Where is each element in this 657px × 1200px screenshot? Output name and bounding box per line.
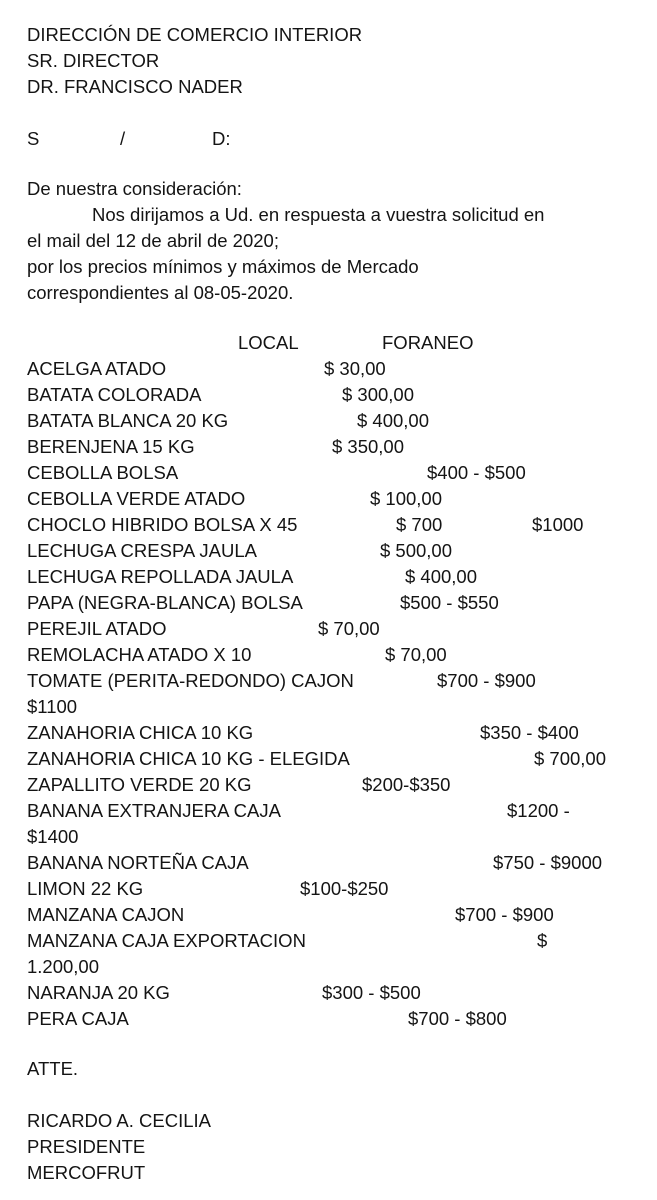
- product-price-foraneo: $1000: [532, 514, 584, 535]
- signer-title: PRESIDENTE: [27, 1136, 146, 1157]
- product-price: $300 - $500: [322, 982, 421, 1003]
- product-name: CHOCLO HIBRIDO BOLSA X 45: [27, 514, 298, 535]
- column-header-local: LOCAL: [238, 332, 299, 353]
- product-price: $500 - $550: [400, 592, 499, 613]
- product-name: ZANAHORIA CHICA 10 KG: [27, 722, 254, 743]
- product-name: TOMATE (PERITA-REDONDO) CAJON: [27, 670, 354, 691]
- product-price: $ 400,00: [357, 410, 430, 431]
- sd-slash: /: [120, 128, 126, 149]
- product-price: $700 - $800: [408, 1008, 507, 1029]
- greeting: De nuestra consideración:: [27, 178, 242, 199]
- product-name: BANANA EXTRANJERA CAJA: [27, 800, 281, 821]
- product-name: ZANAHORIA CHICA 10 KG - ELEGIDA: [27, 748, 350, 769]
- recipient-line-2: SR. DIRECTOR: [27, 50, 160, 71]
- product-price-continued: 1.200,00: [27, 956, 100, 977]
- intro-paragraph-line-4: correspondientes al 08-05-2020.: [27, 282, 294, 303]
- product-price: $ 70,00: [385, 644, 447, 665]
- product-price: $ 700: [396, 514, 443, 535]
- product-price: $ 300,00: [342, 384, 415, 405]
- product-name: PEREJIL ATADO: [27, 618, 167, 639]
- product-price: $1200 -: [507, 800, 570, 821]
- signer-name: RICARDO A. CECILIA: [27, 1110, 212, 1131]
- intro-paragraph-line-2: el mail del 12 de abril de 2020;: [27, 230, 279, 251]
- product-name: MANZANA CAJA EXPORTACION: [27, 930, 306, 951]
- product-name: BANANA NORTEÑA CAJA: [27, 852, 249, 873]
- product-name: LECHUGA REPOLLADA JAULA: [27, 566, 294, 587]
- product-name: PERA CAJA: [27, 1008, 129, 1029]
- product-name: CEBOLLA BOLSA: [27, 462, 179, 483]
- sd-d: D:: [212, 128, 231, 149]
- product-price-continued: $1400: [27, 826, 79, 847]
- intro-paragraph-line-1: Nos dirijamos a Ud. en respuesta a vuestra solicitud en: [92, 204, 545, 225]
- product-name: PAPA (NEGRA-BLANCA) BOLSA: [27, 592, 303, 613]
- product-price: $700 - $900: [437, 670, 536, 691]
- product-price: $ 350,00: [332, 436, 405, 457]
- column-header-foraneo: FORANEO: [382, 332, 474, 353]
- product-name: LECHUGA CRESPA JAULA: [27, 540, 257, 561]
- product-name: LIMON 22 KG: [27, 878, 144, 899]
- recipient-line-3: DR. FRANCISCO NADER: [27, 76, 243, 97]
- product-price: $750 - $9000: [493, 852, 603, 873]
- product-price: $ 70,00: [318, 618, 380, 639]
- product-price: $ 500,00: [380, 540, 453, 561]
- product-price: $ 400,00: [405, 566, 478, 587]
- intro-paragraph-line-3: por los precios mínimos y máximos de Mercado: [27, 256, 419, 277]
- product-name: REMOLACHA ATADO X 10: [27, 644, 252, 665]
- product-price: $350 - $400: [480, 722, 579, 743]
- product-price: $: [537, 930, 548, 951]
- product-name: CEBOLLA VERDE ATADO: [27, 488, 246, 509]
- product-price: $400 - $500: [427, 462, 526, 483]
- closing-atte: ATTE.: [27, 1058, 79, 1079]
- signer-organization: MERCOFRUT: [27, 1162, 146, 1183]
- product-price: $100-$250: [300, 878, 389, 899]
- product-price: $200-$350: [362, 774, 451, 795]
- product-price: $ 30,00: [324, 358, 386, 379]
- recipient-line-1: DIRECCIÓN DE COMERCIO INTERIOR: [27, 24, 363, 45]
- product-name: ZAPALLITO VERDE 20 KG: [27, 774, 252, 795]
- product-price: $ 700,00: [534, 748, 607, 769]
- product-price: $ 100,00: [370, 488, 443, 509]
- product-price: $700 - $900: [455, 904, 554, 925]
- product-name: MANZANA CAJON: [27, 904, 185, 925]
- sd-s: S: [27, 128, 40, 149]
- product-name: NARANJA 20 KG: [27, 982, 170, 1003]
- product-price-continued: $1100: [27, 696, 78, 717]
- product-name: BATATA BLANCA 20 KG: [27, 410, 229, 431]
- product-name: ACELGA ATADO: [27, 358, 167, 379]
- product-name: BATATA COLORADA: [27, 384, 202, 405]
- product-name: BERENJENA 15 KG: [27, 436, 195, 457]
